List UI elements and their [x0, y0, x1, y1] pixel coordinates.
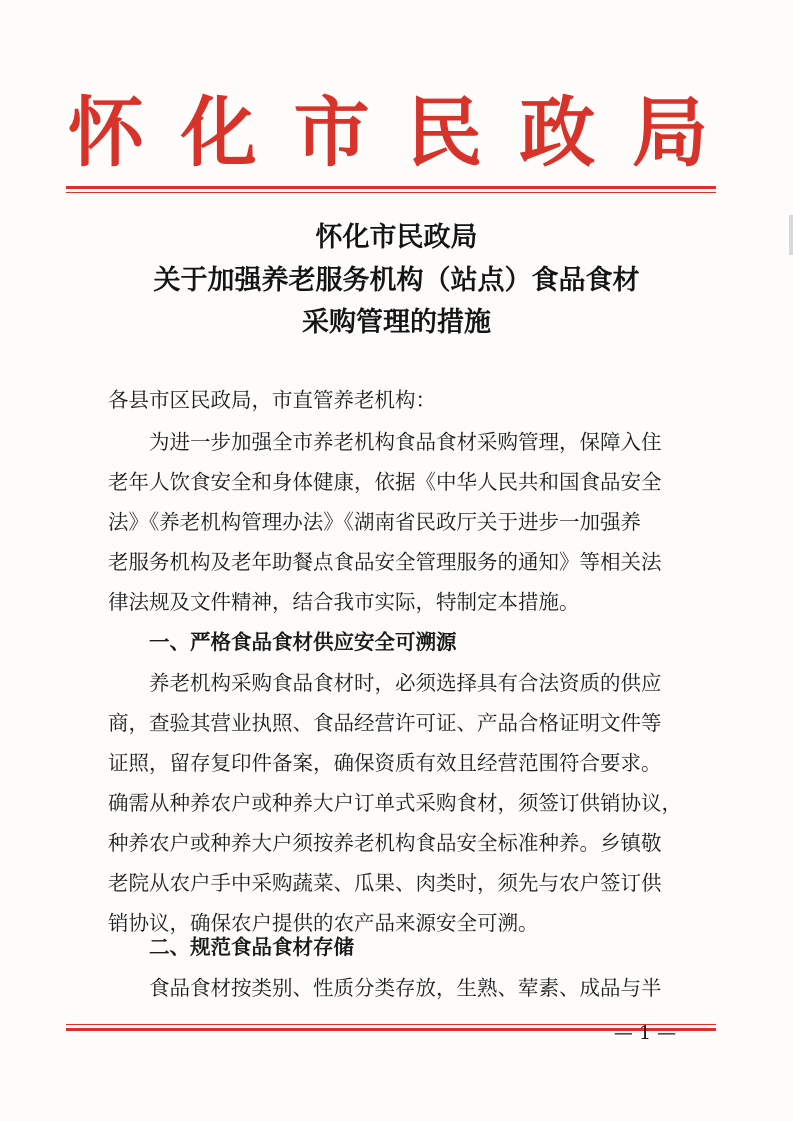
- section-1-paragraph: [108, 663, 686, 943]
- paragraph-line: 律法规及文件精神，结合我市实际，特制定本措施。: [108, 590, 580, 614]
- paragraph-line: 种养农户或种养大户须按养老机构食品安全标准种养。乡镇敬: [108, 831, 662, 855]
- masthead-char: 民: [406, 88, 483, 177]
- paragraph-line: 老服务机构及老年助餐点食品安全管理服务的通知》等相关法: [108, 550, 662, 574]
- section-1-heading: [108, 622, 686, 662]
- masthead-rule-thin: [66, 192, 716, 193]
- document-title-line-3: 采购管理的措施: [302, 307, 491, 338]
- salutation-text: 各县市区民政局，市直管养老机构：: [108, 388, 436, 412]
- masthead-char: 政: [519, 88, 596, 177]
- page-number: — 1 —: [613, 1022, 677, 1044]
- intro-paragraph: [108, 422, 686, 622]
- document-title-line-1: 怀化市民政局: [315, 222, 478, 253]
- paragraph-line: 食品食材按类别、性质分类存放，生熟、荤素、成品与半: [149, 976, 662, 1000]
- salutation: [108, 380, 686, 420]
- masthead-char: 局: [631, 88, 708, 177]
- section-2-heading: [108, 927, 686, 967]
- paragraph-line: 老年人饮食安全和身体健康，依据《中华人民共和国食品安全: [108, 470, 662, 494]
- paragraph-line: 为进一步加强全市养老机构食品食材采购管理，保障入住: [149, 430, 662, 454]
- masthead-char: 怀: [68, 88, 144, 177]
- scan-edge-mark: [789, 215, 793, 255]
- masthead-title: [68, 88, 708, 178]
- paragraph-line: 确需从种养农户或种养大户订单式采购食材，须签订供销协议，: [108, 791, 682, 815]
- paragraph-line: 老院从农户手中采购蔬菜、瓜果、肉类时，须先与农户签订供: [108, 871, 662, 895]
- section-heading-text: 二、规范食品食材存储: [149, 935, 354, 959]
- section-2-paragraph: [108, 968, 686, 1008]
- masthead-char: 化: [180, 88, 257, 177]
- paragraph-line: 销协议，确保农户提供的农产品来源安全可溯。: [108, 911, 539, 935]
- paragraph-line: 养老机构采购食品食材时，必须选择具有合法资质的供应: [149, 671, 662, 695]
- paragraph-line: 商，查验其营业执照、食品经营许可证、产品合格证明文件等: [108, 711, 662, 735]
- paragraph-line: 法》《养老机构管理办法》《湖南省民政厅关于进步一加强养: [108, 510, 641, 534]
- paragraph-line: 证照，留存复印件备案，确保资质有效且经营范围符合要求。: [108, 751, 662, 775]
- section-heading-text: 一、严格食品食材供应安全可溯源: [149, 630, 457, 654]
- masthead-rule-thick: [66, 186, 716, 189]
- document-title-line-2: 关于加强养老服务机构（站点）食品食材: [153, 265, 640, 296]
- masthead-char: 市: [293, 88, 370, 177]
